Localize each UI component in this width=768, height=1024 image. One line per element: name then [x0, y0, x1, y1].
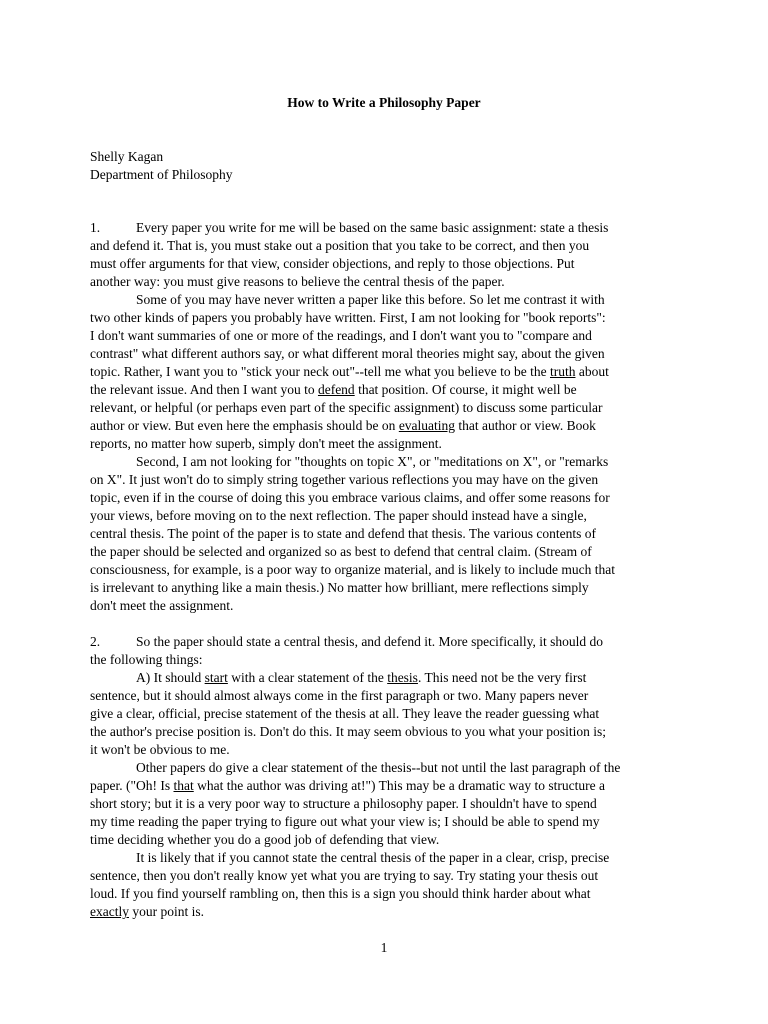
underlined-text: thesis: [387, 670, 418, 685]
body-line: [90, 291, 690, 309]
body-line: [90, 471, 690, 489]
body-line: [90, 273, 690, 291]
page-title: How to Write a Philosophy Paper: [287, 95, 481, 110]
text-run: my time reading the paper trying to figure out what your view is; I should be able to spend my: [90, 814, 600, 829]
text-run: consciousness, for example, is a poor way to organize material, and is likely to include much that: [90, 562, 615, 577]
text-run: give a clear, official, precise statement of the thesis at all. They leave the reader guessing what: [90, 706, 600, 721]
underlined-text: exactly: [90, 904, 129, 919]
body-line: [90, 903, 690, 921]
body-line: [90, 309, 690, 327]
text-run: don't meet the assignment.: [90, 598, 234, 613]
body-line: [90, 777, 690, 795]
text-run: the following things:: [90, 652, 203, 667]
author-department: Department of Philosophy: [90, 167, 233, 182]
body-line: [90, 705, 690, 723]
text-run: the paper should be selected and organized so as best to defend that central claim. (Stream of: [90, 544, 592, 559]
text-run: what the author was driving at!") This may be a dramatic way to structure a: [193, 778, 606, 793]
text-run: and defend it. That is, you must stake out a position that you take to be correct, and then you: [90, 238, 590, 253]
body-line: [90, 255, 690, 273]
body-line: [90, 399, 690, 417]
text-run: sentence, but it should almost always come in the first paragraph or two. Many papers never: [90, 688, 589, 703]
author-block: [90, 148, 232, 184]
body-line: [90, 741, 690, 759]
text-run: paper. ("Oh! Is: [90, 778, 174, 793]
body-line: [90, 561, 690, 579]
body-line: [90, 651, 690, 669]
body-line: [90, 759, 690, 777]
body-line: [90, 453, 690, 471]
text-run: loud. If you find yourself rambling on, then this is a sign you should think harder about what: [90, 886, 591, 901]
text-run: So the paper should state a central thesis, and defend it. More specifically, it should do: [136, 634, 604, 649]
text-run: on X". It just won't do to simply string together various reflections you may have on the given: [90, 472, 599, 487]
text-run: Some of you may have never written a paper like this before. So let me contrast it with: [136, 292, 605, 307]
body-line: [90, 525, 690, 543]
body-line: [90, 579, 690, 597]
body-line: [90, 723, 690, 741]
text-run: another way: you must give reasons to believe the central thesis of the paper.: [90, 274, 505, 289]
body-line: [90, 327, 690, 345]
blank-line: [90, 615, 690, 633]
text-run: reports, no matter how superb, simply don't meet the assignment.: [90, 436, 442, 451]
body-line: [90, 597, 690, 615]
body-line: [90, 507, 690, 525]
text-run: Second, I am not looking for "thoughts on topic X", or "meditations on X", or "remarks: [136, 454, 609, 469]
text-run: the author's precise position is. Don't do this. It may seem obvious to you what your position is;: [90, 724, 606, 739]
body-line: [90, 633, 690, 651]
underlined-text: start: [204, 670, 228, 685]
text-run: your point is.: [128, 904, 204, 919]
text-run: topic, even if in the course of doing this you embrace various claims, and offer some reasons for: [90, 490, 610, 505]
body-line: [90, 489, 690, 507]
text-run: time deciding whether you do a good job of defending that view.: [90, 832, 440, 847]
body-line: [90, 831, 690, 849]
text-run: topic. Rather, I want you to "stick your neck out"--tell me what you believe to be the: [90, 364, 550, 379]
text-run: with a clear statement of the: [227, 670, 388, 685]
page-number: 1: [380, 940, 388, 955]
body-line: [90, 687, 690, 705]
body-line: [90, 849, 690, 867]
body-line: [90, 417, 690, 435]
text-run: must offer arguments for that view, consider objections, and reply to those objections. Put: [90, 256, 575, 271]
text-run: . This need not be the very first: [417, 670, 587, 685]
text-run: that position. Of course, it might well be: [354, 382, 577, 397]
body-line: [90, 543, 690, 561]
underlined-text: that: [173, 778, 194, 793]
text-run: relevant, or helpful (or perhaps even part of the specific assignment) to discuss some particular: [90, 400, 603, 415]
body-line: [90, 795, 690, 813]
text-run: about: [575, 364, 609, 379]
text-run: your views, before moving on to the next reflection. The paper should instead have a single,: [90, 508, 587, 523]
body-line: [90, 813, 690, 831]
body-line: [90, 669, 690, 687]
text-run: I don't want summaries of one or more of the readings, and I don't want you to "compare and: [90, 328, 592, 343]
body-line: [90, 345, 690, 363]
text-run: two other kinds of papers you probably have written. First, I am not looking for "book reports":: [90, 310, 606, 325]
text-run: central thesis. The point of the paper is to state and defend that thesis. The various contents of: [90, 526, 596, 541]
text-run: it won't be obvious to me.: [90, 742, 230, 757]
text-run: short story; but it is a very poor way to structure a philosophy paper. I shouldn't have to spend: [90, 796, 597, 811]
underlined-text: defend: [317, 382, 355, 397]
body-line: [90, 237, 690, 255]
text-run: the relevant issue. And then I want you to: [90, 382, 318, 397]
section-number: 2.: [90, 634, 101, 649]
section-number: 1.: [90, 220, 101, 235]
text-run: contrast" what different authors say, or what different moral theories might say, about the given: [90, 346, 605, 361]
text-run: A) It should: [136, 670, 205, 685]
body-line: [90, 363, 690, 381]
text-run: that author or view. Book: [455, 418, 596, 433]
text-run: sentence, then you don't really know yet what you are trying to say. Try stating your thesis out: [90, 868, 599, 883]
underlined-text: evaluating: [398, 418, 456, 433]
body-line: [90, 219, 690, 237]
author-name: Shelly Kagan: [90, 149, 164, 164]
body-line: [90, 867, 690, 885]
text-run: author or view. But even here the emphasis should be on: [90, 418, 399, 433]
body-line: [90, 381, 690, 399]
text-run: Every paper you write for me will be based on the same basic assignment: state a thesis: [136, 220, 609, 235]
text-run: is irrelevant to anything like a main thesis.) No matter how brilliant, mere reflections simply: [90, 580, 589, 595]
text-run: Other papers do give a clear statement of the thesis--but not until the last paragraph of the: [136, 760, 621, 775]
body-line: [90, 885, 690, 903]
text-run: It is likely that if you cannot state the central thesis of the paper in a clear, crisp, precise: [136, 850, 610, 865]
underlined-text: truth: [549, 364, 576, 379]
document-body: [90, 219, 690, 921]
body-line: [90, 435, 690, 453]
